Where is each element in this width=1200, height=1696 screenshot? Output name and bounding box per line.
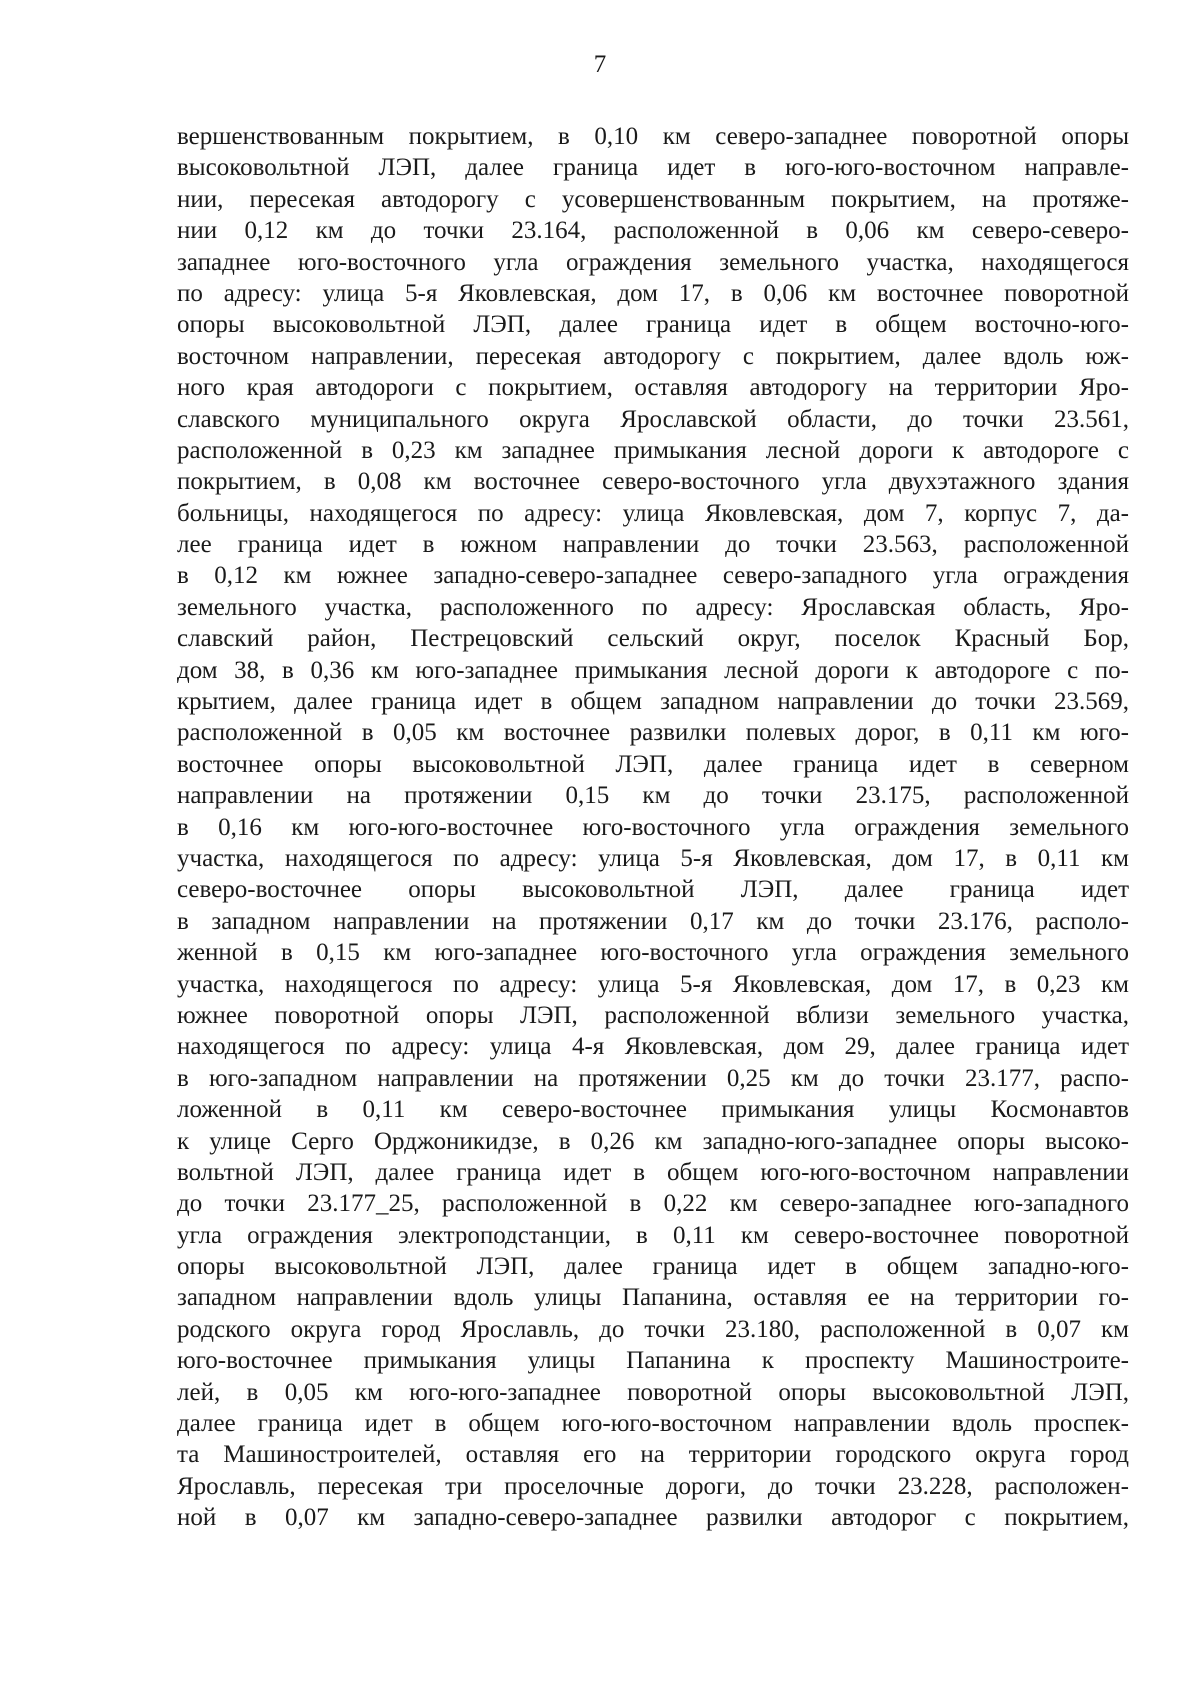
- text-line: расположенной в 0,05 км восточнее развилки полевых дорог, в 0,11 км юго-: [177, 719, 1129, 747]
- text-line: до точки 23.177_25, расположенной в 0,22 км северо-западнее юго-западного: [177, 1190, 1129, 1218]
- text-line: лее граница идет в южном направлении до точки 23.563, расположенной: [177, 531, 1129, 559]
- text-line: восточнее опоры высоковольтной ЛЭП, далее граница идет в северном: [177, 750, 1129, 778]
- text-line: славский район, Пестрецовский сельский округ, поселок Красный Бор,: [177, 625, 1129, 653]
- text-line: ного края автодороги с покрытием, оставляя автодорогу на территории Яро-: [177, 374, 1129, 402]
- text-line: та Машиностроителей, оставляя его на территории городского округа город: [177, 1441, 1129, 1469]
- text-line: дом 38, в 0,36 км юго-западнее примыкания лесной дороги к автодороге с по-: [177, 656, 1129, 684]
- body-text: [177, 121, 1129, 1534]
- text-line: к улице Серго Орджоникидзе, в 0,26 км западно-юго-западнее опоры высоко-: [177, 1127, 1129, 1155]
- text-line: юго-восточнее примыкания улицы Папанина к проспекту Машиностроите-: [177, 1347, 1129, 1375]
- page-number: 7: [593, 51, 607, 78]
- text-line: крытием, далее граница идет в общем западном направлении до точки 23.569,: [177, 688, 1129, 716]
- text-line: восточном направлении, пересекая автодорогу с покрытием, далее вдоль юж-: [177, 342, 1129, 370]
- text-line: в юго-западном направлении на протяжении 0,25 км до точки 23.177, распо-: [177, 1064, 1129, 1092]
- text-line: нии 0,12 км до точки 23.164, расположенной в 0,06 км северо-северо-: [177, 217, 1129, 245]
- text-line: нии, пересекая автодорогу с усовершенствованным покрытием, на протяже-: [177, 185, 1129, 213]
- text-line: по адресу: улица 5-я Яковлевская, дом 17, в 0,06 км восточнее поворотной: [177, 279, 1129, 307]
- text-line: родского округа город Ярославль, до точки 23.180, расположенной в 0,07 км: [177, 1315, 1129, 1343]
- text-line: расположенной в 0,23 км западнее примыкания лесной дороги к автодороге с: [177, 436, 1129, 464]
- text-line: участка, находящегося по адресу: улица 5-я Яковлевская, дом 17, в 0,11 км: [177, 844, 1129, 872]
- text-line: высоковольтной ЛЭП, далее граница идет в юго-юго-восточном направле-: [177, 154, 1129, 182]
- text-line: в 0,12 км южнее западно-северо-западнее северо-западного угла ограждения: [177, 562, 1129, 590]
- text-line: направлении на протяжении 0,15 км до точки 23.175, расположенной: [177, 782, 1129, 810]
- text-line: находящегося по адресу: улица 4-я Яковлевская, дом 29, далее граница идет: [177, 1033, 1129, 1061]
- text-line: далее граница идет в общем юго-юго-восточном направлении вдоль проспек-: [177, 1410, 1129, 1438]
- text-line: опоры высоковольтной ЛЭП, далее граница идет в общем западно-юго-: [177, 1253, 1129, 1281]
- text-line: участка, находящегося по адресу: улица 5-я Яковлевская, дом 17, в 0,23 км: [177, 970, 1129, 998]
- text-line: земельного участка, расположенного по адресу: Ярославская область, Яро-: [177, 593, 1129, 621]
- text-line: больницы, находящегося по адресу: улица Яковлевская, дом 7, корпус 7, да-: [177, 499, 1129, 527]
- text-line: угла ограждения электроподстанции, в 0,11 км северо-восточнее поворотной: [177, 1221, 1129, 1249]
- text-line: в западном направлении на протяжении 0,17 км до точки 23.176, располо-: [177, 907, 1129, 935]
- text-line: западном направлении вдоль улицы Папанина, оставляя ее на территории го-: [177, 1284, 1129, 1312]
- text-line: женной в 0,15 км юго-западнее юго-восточного угла ограждения земельного: [177, 939, 1129, 967]
- text-line: лей, в 0,05 км юго-юго-западнее поворотной опоры высоковольтной ЛЭП,: [177, 1378, 1129, 1406]
- text-line: ной в 0,07 км западно-северо-западнее развилки автодорог с покрытием,: [177, 1504, 1129, 1532]
- text-line: ложенной в 0,11 км северо-восточнее примыкания улицы Космонавтов: [177, 1096, 1129, 1124]
- text-line: опоры высоковольтной ЛЭП, далее граница идет в общем восточно-юго-: [177, 311, 1129, 339]
- text-line: покрытием, в 0,08 км восточнее северо-восточного угла двухэтажного здания: [177, 468, 1129, 496]
- text-line: славского муниципального округа Ярославской области, до точки 23.561,: [177, 405, 1129, 433]
- text-line: Ярославль, пересекая три проселочные дороги, до точки 23.228, расположен-: [177, 1472, 1129, 1500]
- text-line: западнее юго-восточного угла ограждения земельного участка, находящегося: [177, 248, 1129, 276]
- text-line: южнее поворотной опоры ЛЭП, расположенной вблизи земельного участка,: [177, 1001, 1129, 1029]
- text-line: в 0,16 км юго-юго-восточнее юго-восточного угла ограждения земельного: [177, 813, 1129, 841]
- text-line: вольтной ЛЭП, далее граница идет в общем юго-юго-восточном направлении: [177, 1158, 1129, 1186]
- text-line: вершенствованным покрытием, в 0,10 км северо-западнее поворотной опоры: [177, 123, 1129, 150]
- text-line: северо-восточнее опоры высоковольтной ЛЭП, далее граница идет: [177, 876, 1129, 904]
